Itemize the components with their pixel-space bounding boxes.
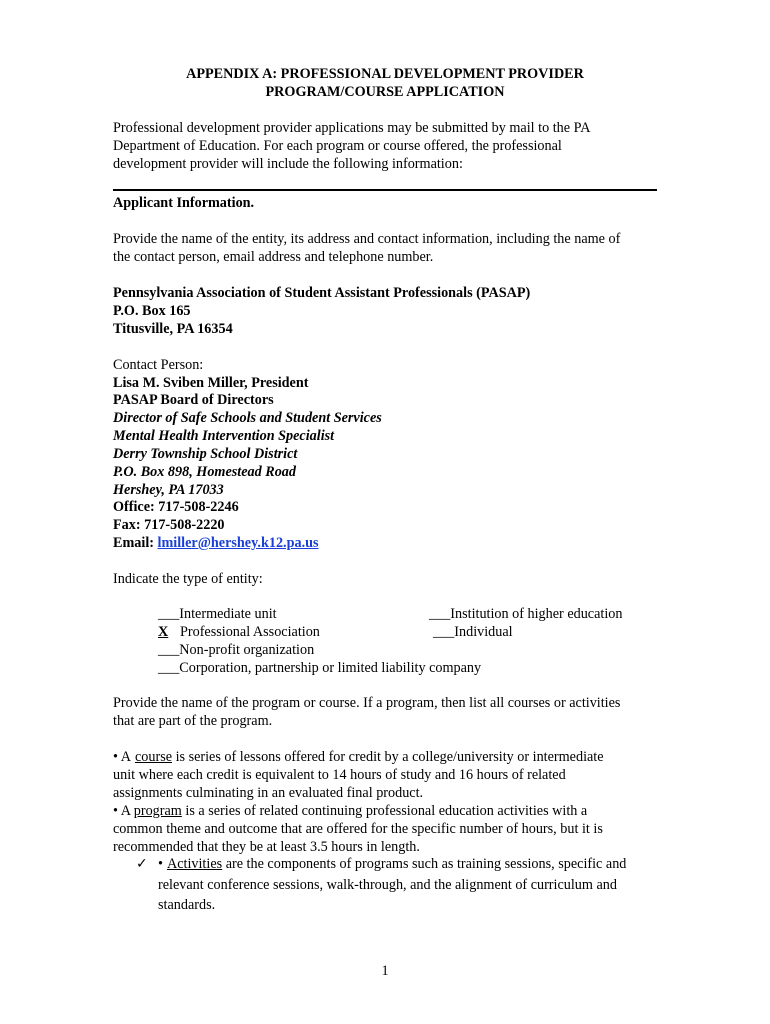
- contact-email-row: [113, 534, 319, 552]
- contact-title-2: Mental Health Intervention Specialist: [113, 428, 335, 444]
- program-definition-line-3: recommended that they be at least 3.5 hours in length.: [113, 839, 420, 855]
- program-term: program: [133, 803, 182, 819]
- entity-option-label: Professional Association: [180, 624, 320, 640]
- intro-line-1: Professional development provider applications may be submitted by mail to the PA: [113, 120, 591, 136]
- entity-option-professional[interactable]: [158, 623, 320, 641]
- organization-po-box: P.O. Box 165: [113, 303, 191, 319]
- section-divider: [113, 189, 657, 191]
- course-definition-line-3: assignments culminating in an evaluated final product.: [113, 785, 424, 801]
- activities-definition-text: are the components of programs such as training sessions, specific and: [222, 856, 627, 872]
- program-prompt-line-1: Provide the name of the program or course. If a program, then list all courses or activities: [113, 695, 621, 711]
- entity-option-label: Intermediate unit: [179, 606, 277, 622]
- program-definition-line-2: common theme and outcome that are offered for the specific number of hours, but it is: [113, 821, 603, 837]
- entity-type-prompt: Indicate the type of entity:: [113, 571, 263, 587]
- entity-option-label: Individual: [454, 624, 513, 640]
- contact-address: P.O. Box 898, Homestead Road: [113, 464, 296, 480]
- program-prompt-line-2: that are part of the program.: [113, 713, 273, 729]
- organization-name: Pennsylvania Association of Student Assistant Professionals (PASAP): [113, 285, 531, 301]
- organization-city: Titusville, PA 16354: [113, 321, 233, 337]
- activities-term: Activities: [166, 856, 223, 872]
- entity-blank: ___: [433, 624, 455, 640]
- contact-title-1: Director of Safe Schools and Student Services: [113, 410, 382, 426]
- contact-fax: Fax: 717-508-2220: [113, 517, 225, 533]
- bullet: •: [158, 856, 163, 872]
- entity-blank: ___: [158, 642, 180, 658]
- checkmark-icon: ✓: [136, 856, 148, 872]
- entity-option-corporation[interactable]: [158, 659, 481, 677]
- page-number: 1: [381, 963, 389, 979]
- applicant-heading: Applicant Information.: [113, 195, 255, 211]
- applicant-instructions-line-1: Provide the name of the entity, its address and contact information, including the name of: [113, 231, 621, 247]
- entity-option-label: Non-profit organization: [179, 642, 315, 658]
- activities-definition-line-1: [158, 855, 626, 873]
- bullet: • A: [113, 803, 134, 819]
- contact-email-link[interactable]: lmiller@hershey.k12.pa.us: [157, 535, 319, 551]
- page-title-line-2: PROGRAM/COURSE APPLICATION: [265, 84, 505, 100]
- contact-email-label: Email:: [113, 535, 158, 551]
- contact-board: PASAP Board of Directors: [113, 392, 274, 408]
- entity-blank: ___: [158, 660, 180, 676]
- intro-line-2: Department of Education. For each program or course offered, the professional: [113, 138, 562, 154]
- entity-option-label: Corporation, partnership or limited liability company: [179, 660, 482, 676]
- program-definition-line-1: [113, 802, 587, 820]
- entity-option-individual[interactable]: [433, 623, 513, 641]
- bullet: • A: [113, 749, 131, 765]
- contact-city: Hershey, PA 17033: [113, 482, 224, 498]
- program-definition-text: is a series of related continuing professional education activities with a: [181, 803, 588, 819]
- entity-option-label: Institution of higher education: [450, 606, 623, 622]
- course-definition-line-1: [113, 748, 604, 766]
- applicant-instructions-line-2: the contact person, email address and telephone number.: [113, 249, 434, 265]
- course-term: course: [134, 749, 173, 765]
- activities-definition-line-2: relevant conference sessions, walk-through, and the alignment of curriculum and: [158, 877, 617, 893]
- contact-district: Derry Township School District: [113, 446, 298, 462]
- contact-office-phone: Office: 717-508-2246: [113, 499, 239, 515]
- entity-checked-mark: X: [158, 624, 169, 640]
- intro-line-3: development provider will include the following information:: [113, 156, 463, 172]
- course-definition-text: is series of lessons offered for credit by a college/university or intermediate: [172, 749, 604, 765]
- activities-definition-line-3: standards.: [158, 897, 216, 913]
- entity-option-nonprofit[interactable]: [158, 641, 314, 659]
- course-definition-line-2: unit where each credit is equivalent to 14 hours of study and 16 hours of related: [113, 767, 566, 783]
- entity-option-higher-ed[interactable]: [429, 605, 622, 623]
- entity-option-intermediate[interactable]: [158, 605, 277, 623]
- page-title-line-1: APPENDIX A: PROFESSIONAL DEVELOPMENT PROVIDER: [186, 66, 584, 82]
- entity-blank: ___: [429, 606, 451, 622]
- entity-blank: ___: [158, 606, 180, 622]
- contact-label: Contact Person:: [113, 357, 204, 373]
- contact-name: Lisa M. Sviben Miller, President: [113, 375, 309, 391]
